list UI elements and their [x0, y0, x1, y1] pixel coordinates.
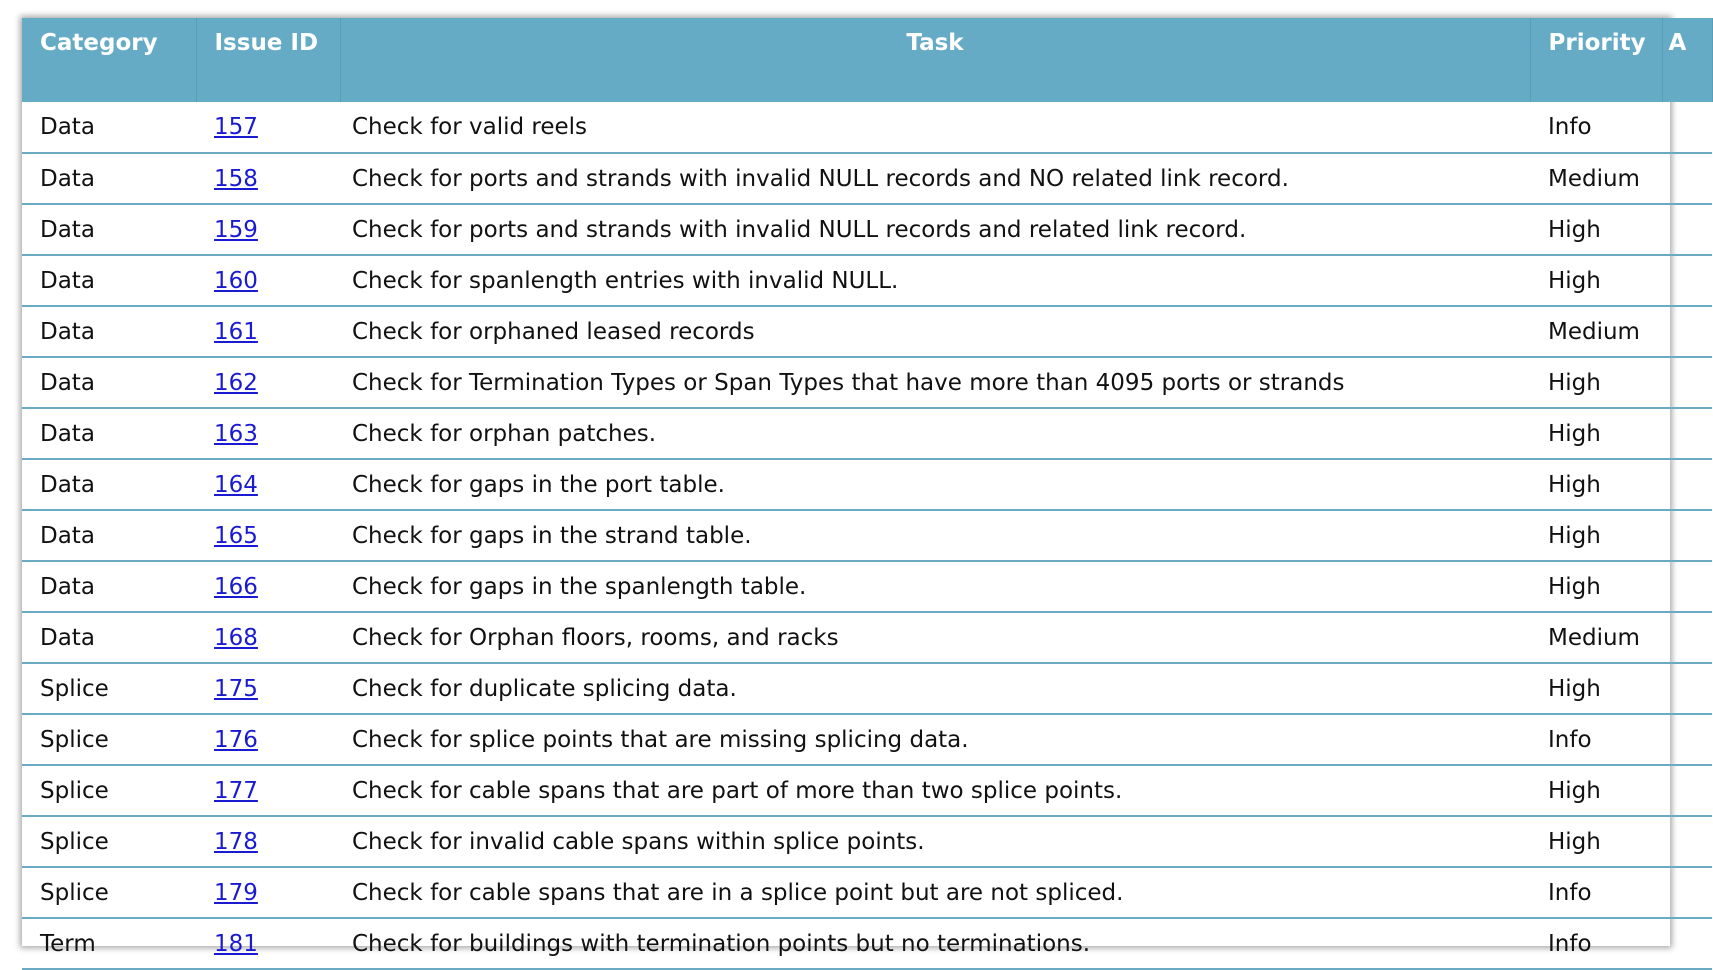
issue-id-link[interactable]: 177: [214, 777, 258, 804]
issue-id-link[interactable]: 181: [214, 930, 258, 957]
table-row: [22, 612, 1712, 663]
table-row: [22, 459, 1712, 510]
header-issue-id[interactable]: Issue ID: [196, 18, 340, 102]
table-row: [22, 561, 1712, 612]
issue-id-link[interactable]: 157: [214, 114, 258, 140]
cell-task: Check for cable spans that are in a splice point but are not spliced.: [340, 867, 1530, 918]
cell-category: Term: [22, 918, 196, 969]
issue-id-link[interactable]: 164: [214, 471, 258, 498]
cell-task: Check for Termination Types or Span Types that have more than 4095 ports or strands: [340, 357, 1530, 408]
cell-extra: [1662, 714, 1712, 765]
table-row: [22, 255, 1712, 306]
cell-issue-id: [196, 357, 340, 408]
cell-task: Check for valid reels: [340, 102, 1530, 153]
cell-issue-id: [196, 510, 340, 561]
cell-priority: High: [1530, 408, 1662, 459]
issue-id-link[interactable]: 168: [214, 624, 258, 651]
cell-extra: [1662, 612, 1712, 663]
cell-category: Splice: [22, 867, 196, 918]
cell-category: Data: [22, 255, 196, 306]
cell-priority: High: [1530, 663, 1662, 714]
header-extra[interactable]: A: [1662, 18, 1712, 102]
cell-issue-id: [196, 459, 340, 510]
cell-category: Data: [22, 306, 196, 357]
cell-priority: High: [1530, 204, 1662, 255]
cell-priority: Info: [1530, 714, 1662, 765]
cell-extra: [1662, 306, 1712, 357]
cell-issue-id: [196, 255, 340, 306]
cell-priority: Medium: [1530, 306, 1662, 357]
table-row: [22, 918, 1712, 969]
table-row: [22, 102, 1712, 153]
issue-id-link[interactable]: 158: [214, 165, 258, 192]
table-row: [22, 663, 1712, 714]
cell-extra: [1662, 255, 1712, 306]
cell-task: Check for gaps in the strand table.: [340, 510, 1530, 561]
cell-category: Data: [22, 357, 196, 408]
table-row: [22, 306, 1712, 357]
cell-issue-id: [196, 816, 340, 867]
header-row: [22, 18, 1712, 102]
table-frame: [22, 18, 1687, 957]
cell-issue-id: [196, 561, 340, 612]
table-row: [22, 408, 1712, 459]
cell-priority: High: [1530, 459, 1662, 510]
cell-issue-id: [196, 306, 340, 357]
issues-table: [22, 18, 1713, 970]
table-row: [22, 153, 1712, 204]
cell-priority: High: [1530, 816, 1662, 867]
cell-extra: [1662, 918, 1712, 969]
cell-category: Splice: [22, 663, 196, 714]
cell-category: Data: [22, 153, 196, 204]
cell-extra: [1662, 510, 1712, 561]
issue-id-link[interactable]: 176: [214, 726, 258, 753]
cell-category: Data: [22, 459, 196, 510]
issue-id-link[interactable]: 166: [214, 573, 258, 600]
cell-issue-id: [196, 612, 340, 663]
cell-extra: [1662, 204, 1712, 255]
cell-extra: [1662, 561, 1712, 612]
cell-issue-id: [196, 765, 340, 816]
issue-id-link[interactable]: 163: [214, 420, 258, 447]
cell-extra: [1662, 459, 1712, 510]
cell-task: Check for invalid cable spans within splice points.: [340, 816, 1530, 867]
header-priority[interactable]: Priority: [1530, 18, 1662, 102]
cell-priority: Info: [1530, 102, 1662, 153]
cell-task: Check for orphaned leased records: [340, 306, 1530, 357]
cell-category: Data: [22, 204, 196, 255]
issue-id-link[interactable]: 179: [214, 879, 258, 906]
cell-priority: Info: [1530, 867, 1662, 918]
cell-task: Check for ports and strands with invalid NULL records and related link record.: [340, 204, 1530, 255]
cell-extra: [1662, 102, 1712, 153]
cell-issue-id: [196, 918, 340, 969]
cell-task: Check for orphan patches.: [340, 408, 1530, 459]
cell-category: Data: [22, 561, 196, 612]
issue-id-link[interactable]: 162: [214, 369, 258, 396]
cell-priority: High: [1530, 255, 1662, 306]
table-row: [22, 867, 1712, 918]
cell-task: Check for buildings with termination points but no terminations.: [340, 918, 1530, 969]
cell-task: Check for ports and strands with invalid NULL records and NO related link record.: [340, 153, 1530, 204]
issue-id-link[interactable]: 160: [214, 267, 258, 294]
cell-extra: [1662, 663, 1712, 714]
issue-id-link[interactable]: 159: [214, 216, 258, 243]
cell-category: Splice: [22, 765, 196, 816]
cell-extra: [1662, 408, 1712, 459]
cell-extra: [1662, 816, 1712, 867]
table-row: [22, 357, 1712, 408]
table-row: [22, 765, 1712, 816]
cell-issue-id: [196, 204, 340, 255]
cell-category: Splice: [22, 714, 196, 765]
cell-issue-id: [196, 714, 340, 765]
cell-priority: High: [1530, 357, 1662, 408]
cell-extra: [1662, 357, 1712, 408]
issue-id-link[interactable]: 165: [214, 522, 258, 549]
cell-task: Check for cable spans that are part of more than two splice points.: [340, 765, 1530, 816]
cell-issue-id: [196, 867, 340, 918]
table-row: [22, 816, 1712, 867]
cell-category: Data: [22, 408, 196, 459]
cell-extra: [1662, 867, 1712, 918]
cell-task: Check for gaps in the spanlength table.: [340, 561, 1530, 612]
cell-task: Check for gaps in the port table.: [340, 459, 1530, 510]
cell-category: Data: [22, 510, 196, 561]
cell-task: Check for Orphan floors, rooms, and racks: [340, 612, 1530, 663]
table-row: [22, 510, 1712, 561]
cell-priority: Info: [1530, 918, 1662, 969]
cell-issue-id: [196, 663, 340, 714]
cell-task: Check for splice points that are missing splicing data.: [340, 714, 1530, 765]
table-body: [22, 102, 1712, 969]
issue-id-link[interactable]: 161: [214, 318, 258, 345]
issue-id-link[interactable]: 175: [214, 675, 258, 702]
cell-issue-id: [196, 408, 340, 459]
cell-priority: Medium: [1530, 153, 1662, 204]
cell-issue-id: [196, 153, 340, 204]
cell-extra: [1662, 765, 1712, 816]
table-scroll-area[interactable]: [22, 18, 1712, 970]
table-row: [22, 714, 1712, 765]
header-category[interactable]: Category: [22, 18, 196, 102]
cell-priority: High: [1530, 510, 1662, 561]
cell-priority: High: [1530, 765, 1662, 816]
issue-id-link[interactable]: 178: [214, 828, 258, 855]
cell-priority: High: [1530, 561, 1662, 612]
cell-category: Data: [22, 612, 196, 663]
cell-issue-id: [196, 102, 340, 153]
cell-extra: [1662, 153, 1712, 204]
cell-category: Splice: [22, 816, 196, 867]
cell-task: Check for spanlength entries with invalid NULL.: [340, 255, 1530, 306]
cell-category: Data: [22, 102, 196, 153]
cell-priority: Medium: [1530, 612, 1662, 663]
cell-task: Check for duplicate splicing data.: [340, 663, 1530, 714]
table-row: [22, 204, 1712, 255]
header-task[interactable]: Task: [340, 18, 1530, 102]
table-header: [22, 18, 1712, 102]
